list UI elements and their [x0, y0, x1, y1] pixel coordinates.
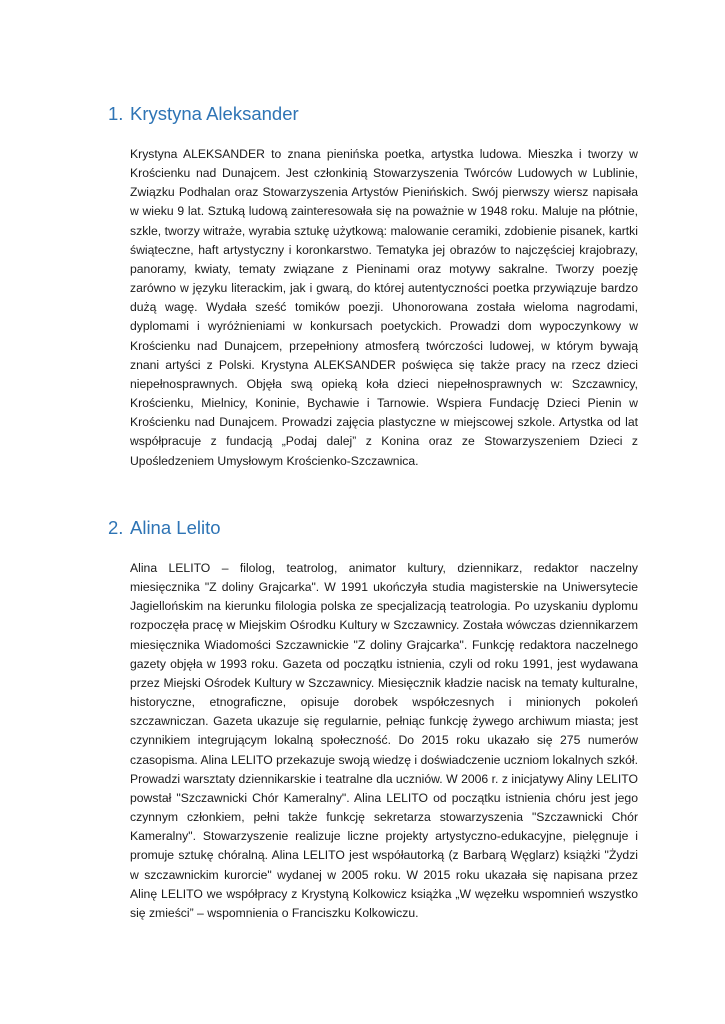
heading-number: 1. [108, 103, 124, 124]
section-paragraph: Alina LELITO – filolog, teatrolog, animator kultury, dziennikarz, redaktor naczelny miesięcznika "Z doliny Grajcarka". W 1991 ukończyła studia magisterskie na Uniwersytecie Jagiellońskim na kierunku filologia polska ze specjalizacją teatrologia. Po uzyskaniu dyplomu rozpoczęła pracę w Miejskim Ośrodku Kultury w Szczawnicy. Została wówczas dziennikarzem miesięcznika Wiadomości Szczawnickie "Z doliny Grajcarka". Funkcję redaktora naczelnego gazety objęła w 1993 roku. Gazeta od początku istnienia, czyli od roku 1991, jest wydawana przez Miejski Ośrodek Kultury w Szczawnicy. Miesięcznik kładzie nacisk na tematy kulturalne, historyczne, etnograficzne, opisuje dorobek współczesnych i minionych pokoleń szczawniczan. Gazeta ukazuje się regularnie, pełniąc funkcję żywego archiwum miasta; jest czynnikiem integrującym lokalną społeczność. Do 2015 roku ukazało się 275 numerów czasopisma. Alina LELITO przekazuje swoją wiedzę i doświadczenie uczniom lokalnych szkół. Prowadzi warsztaty dziennikarskie i teatralne dla uczniów. W 2006 r. z inicjatywy Aliny LELITO powstał "Szczawnicki Chór Kameralny". Alina LELITO od początku istnienia chóru jest jego czynnym członkiem, pełni także funkcję sekretarza stowarzyszenia "Szczawnicki Chór Kameralny". Stowarzyszenie realizuje liczne projekty artystyczno-edukacyjne, pielęgnuje i promuje sztukę chóralną. Alina LELITO jest współautorką (z Barbarą Węglarz) książki "Żydzi w szczawnickim kurorcie" wydanej w 2005 roku. W 2015 roku ukazała się napisana przez Alinę LELITO we współpracy z Krystyną Kolkowicz książka „W węzełku wspomnień wszystko się zmieści” – wspomnienia o Franciszku Kolkowiczu. [130, 561, 638, 920]
heading-title: Alina Lelito [130, 517, 221, 538]
section-heading [108, 102, 299, 126]
heading-title: Krystyna Aleksander [130, 103, 299, 124]
heading-number: 2. [108, 517, 124, 538]
section-paragraph: Krystyna ALEKSANDER to znana pienińska poetka, artystka ludowa. Mieszka i tworzy w Krościenku nad Dunajcem. Jest członkinią Stowarzyszenia Twórców Ludowych w Lublinie, Związku Podhalan oraz Stowarzyszenia Artystów Pienińskich. Swój pierwszy wiersz napisała w wieku 9 lat. Sztuką ludową zainteresowała się na poważnie w 1948 roku. Maluje na płótnie, szkle, tworzy witraże, wyrabia sztukę użytkową: malowanie ceramiki, zdobienie pisanek, kartki świąteczne, haft artystyczny i koronkarstwo. Tematyka jej obrazów to najczęściej krajobrazy, panoramy, kwiaty, tematy związane z Pieninami oraz motywy sakralne. Tworzy poezję zarówno w języku literackim, jak i gwarą, do której autentyczności poetka przywiązuje bardzo dużą wagę. Wydała sześć tomików poezji. Uhonorowana została wieloma nagrodami, dyplomami i wyróżnieniami w konkursach poetyckich. Prowadzi dom wypoczynkowy w Krościenku nad Dunajcem, przepełniony atmosferą twórczości ludowej, w którym bywają znani artyści z Polski. Krystyna ALEKSANDER poświęca się także pracy na rzecz dzieci niepełnosprawnych. Objęła swą opieką koła dzieci niepełnosprawnych w: Szczawnicy, Krościenku, Mielnicy, Koninie, Bychawie i Tarnowie. Wspiera Fundację Dzieci Pienin w Krościenku nad Dunajcem. Prowadzi zajęcia plastyczne w miejscowej szkole. Artystka od lat współpracuje z fundacją „Podaj dalej” z Konina oraz ze Stowarzyszeniem Dzieci z Upośledzeniem Umysłowym Krościenko-Szczawnica. [130, 147, 638, 468]
section-heading [108, 516, 221, 540]
